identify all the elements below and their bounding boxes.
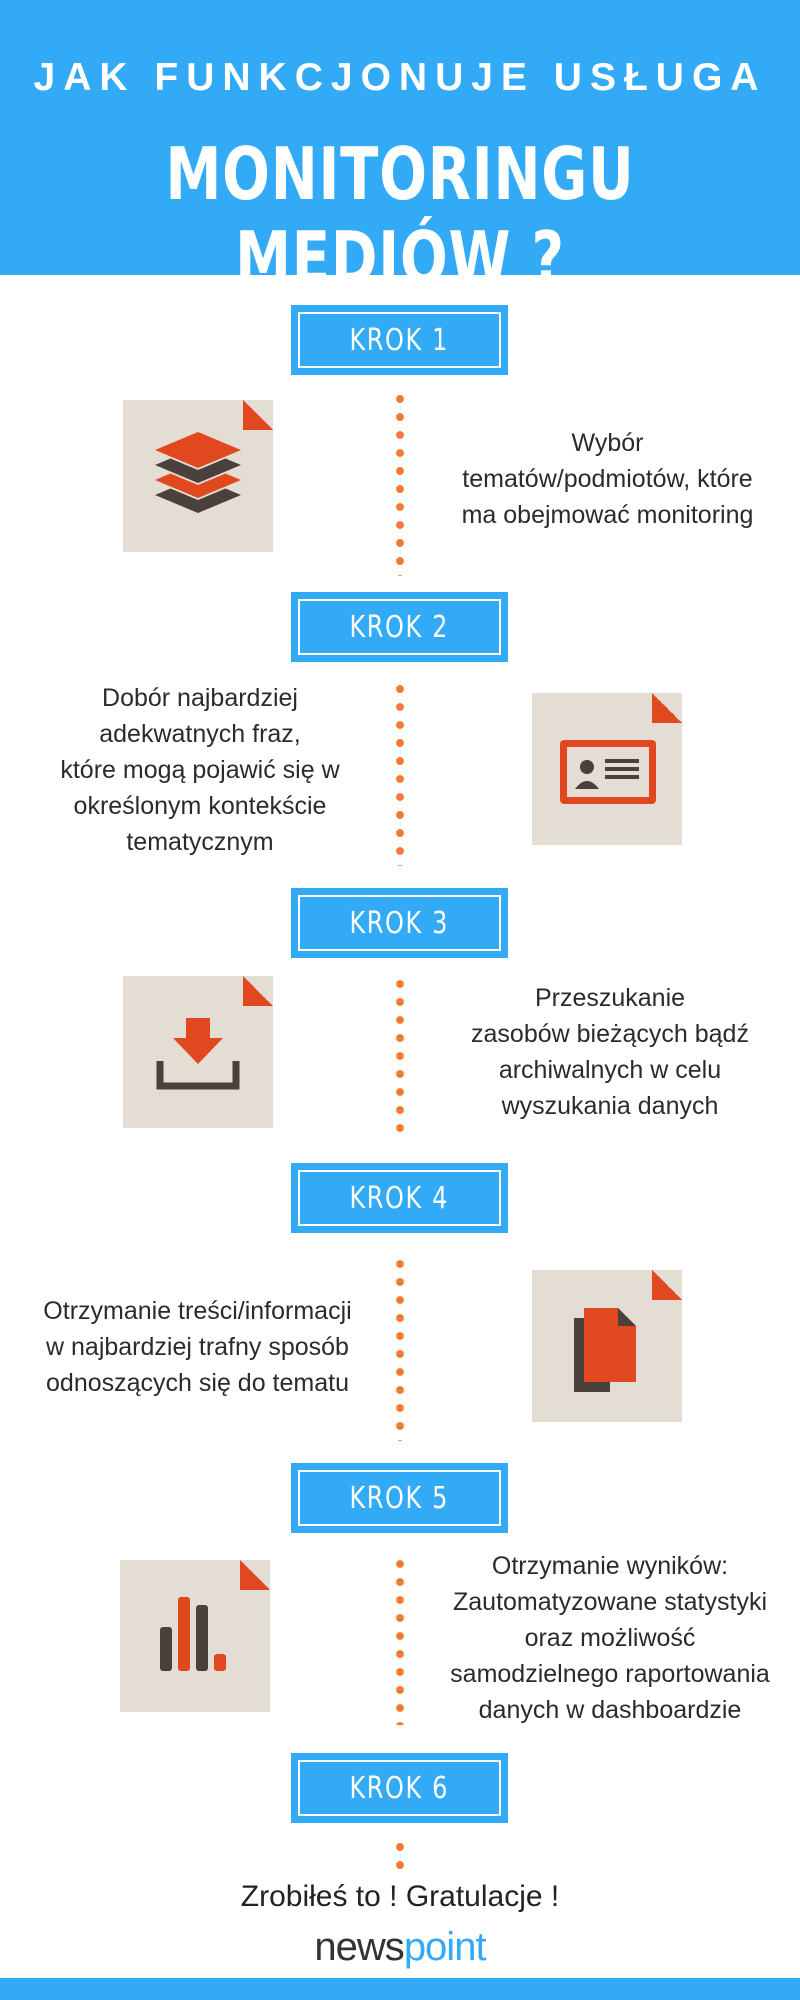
- step-4-label: KROK 4: [349, 1180, 450, 1216]
- download-icon: [123, 976, 273, 1128]
- step-2-label-box: [291, 592, 508, 662]
- step-5-label: KROK 5: [349, 1480, 450, 1516]
- header-banner: [0, 0, 800, 300]
- logo-part-point: point: [403, 1925, 486, 1969]
- step-4-line: w najbardziej trafny sposób: [46, 1333, 349, 1361]
- dotted-connector: [396, 390, 404, 576]
- step-4-label-box: [291, 1163, 508, 1233]
- step-5-description: [420, 1548, 800, 1728]
- step-3-description: [420, 980, 800, 1124]
- documents-icon: [532, 1270, 682, 1422]
- dotted-connector: [396, 1255, 404, 1441]
- step-3-line: zasobów bieżących bądź: [471, 1020, 749, 1048]
- step-2-label: KROK 2: [349, 609, 450, 645]
- step-1-line: tematów/podmiotów, które: [462, 465, 753, 493]
- dotted-connector: [396, 1555, 404, 1725]
- step-6-label-box: [291, 1753, 508, 1823]
- step-2-line: Dobór najbardziej: [102, 684, 298, 712]
- step-3-label-box: [291, 888, 508, 958]
- step-2-description: [20, 680, 380, 860]
- step-5-line: Zautomatyzowane statystyki: [452, 1588, 767, 1616]
- step-1-line: ma obejmować monitoring: [461, 501, 754, 529]
- step-6-label: KROK 6: [349, 1770, 450, 1806]
- footer-bar: [0, 1978, 800, 2000]
- id-card-icon: [532, 693, 682, 845]
- step-5-line: oraz możliwość: [524, 1624, 696, 1652]
- logo-part-news: news: [314, 1925, 404, 1969]
- step-5-line: samodzielnego raportowania: [450, 1660, 770, 1688]
- step-3-label: KROK 3: [349, 905, 450, 941]
- newspoint-logo: [0, 1925, 800, 1970]
- step-3-line: Przeszukanie: [534, 984, 686, 1012]
- step-1-label-box: [291, 305, 508, 375]
- dotted-connector: [396, 975, 404, 1135]
- dotted-connector: [396, 1838, 404, 1874]
- step-2-line: które mogą pojawić się w: [60, 756, 340, 784]
- step-1-line: Wybór: [571, 429, 644, 457]
- step-3-line: wyszukania danych: [501, 1092, 719, 1120]
- step-5-line: Otrzymanie wyników:: [491, 1552, 729, 1580]
- step-3-line: archiwalnych w celu: [498, 1056, 722, 1084]
- layers-icon: [123, 400, 273, 552]
- header-title-line1: JAK FUNKCJONUJE USŁUGA: [33, 56, 767, 99]
- step-2-line: adekwatnych fraz,: [99, 720, 301, 748]
- bar-chart-icon: [120, 1560, 270, 1712]
- step-1-description: [415, 425, 800, 533]
- step-4-line: odnoszących się do tematu: [46, 1369, 349, 1397]
- final-message: Zrobiłeś to ! Gratulacje !: [240, 1880, 560, 1913]
- step-1-label: KROK 1: [349, 322, 450, 358]
- step-4-line: Otrzymanie treści/informacji: [43, 1297, 352, 1325]
- step-4-description: [10, 1293, 385, 1401]
- header-title-line2: MONITORINGU MEDIÓW ?: [165, 132, 635, 300]
- step-2-line: tematycznym: [126, 828, 274, 856]
- step-2-line: określonym kontekście: [73, 792, 327, 820]
- dotted-connector: [396, 680, 404, 866]
- step-5-label-box: [291, 1463, 508, 1533]
- step-5-line: danych w dashboardzie: [478, 1696, 742, 1724]
